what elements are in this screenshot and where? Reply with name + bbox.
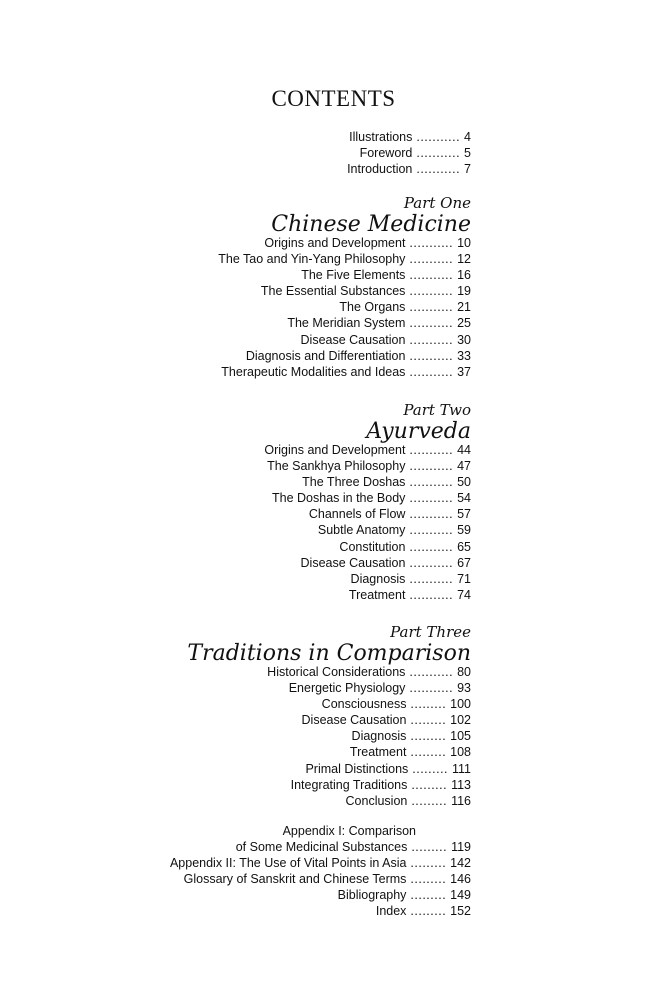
toc-entry [187,728,471,744]
entry-page-number: 57 [457,507,471,522]
entry-page-number: 7 [464,162,471,177]
dot-leader: ......... [406,904,451,919]
entry-page-number: 67 [457,555,471,570]
entry-title: The Sankhya Philosophy [267,459,406,474]
toc-entry [347,145,471,161]
toc-entry [218,315,471,331]
entry-title: Diagnosis [351,729,407,744]
part-title: Traditions in Comparison [187,641,471,666]
dot-leader: ........... [405,364,458,379]
part-title: Chinese Medicine [271,212,471,237]
entry-title: Disease Causation [300,555,406,570]
toc-entry [218,235,471,251]
entry-page-number: 119 [451,840,471,855]
entry-page-number: 102 [450,713,471,728]
entry-title: Diagnosis [350,571,406,586]
dot-leader: ........... [405,507,458,522]
dot-leader: ......... [406,745,451,760]
entry-page-number: 113 [451,777,471,792]
entry-page-number: 4 [464,130,471,144]
part-two-section [264,400,471,603]
entry-page-number: 65 [457,539,471,554]
dot-leader: ........... [405,539,458,554]
entry-page-number: 93 [457,681,471,696]
entry-title: Disease Causation [300,332,406,347]
entry-title: Bibliography [337,888,407,903]
entry-title: Foreword [359,146,413,161]
entry-page-number: 80 [457,665,471,679]
entry-title: Integrating Traditions [290,777,408,792]
entry-page-number: 111 [451,761,471,776]
toc-entry [264,555,471,571]
entry-page-number: 10 [457,236,471,250]
dot-leader: ......... [406,888,451,903]
entry-title: Diagnosis and Differentiation [245,348,406,363]
toc-entry [187,680,471,696]
dot-leader: ........... [405,316,458,331]
entry-page-number: 142 [450,856,471,871]
entry-title: Introduction [347,162,413,177]
toc-entry [264,474,471,490]
entry-title: Treatment [348,587,406,602]
dot-leader: ........... [412,146,465,161]
dot-leader: ........... [405,523,458,538]
dot-leader: ........... [412,162,465,177]
dot-leader: ......... [406,856,451,871]
entry-page-number: 33 [457,348,471,363]
entry-list [187,664,471,809]
toc-entry [347,129,471,145]
toc-entry [170,839,471,855]
entry-title: Conclusion [345,793,408,808]
entry-page-number: 16 [457,268,471,283]
dot-leader: ........... [405,443,458,457]
entry-page-number: 47 [457,459,471,474]
entry-title: Treatment [349,745,407,760]
front-matter-list [347,129,471,177]
entry-list [218,235,471,380]
entry-page-number: 37 [457,364,471,379]
toc-entry [264,571,471,587]
entry-page-number: 59 [457,523,471,538]
dot-leader: ......... [407,793,452,808]
toc-entry [187,761,471,777]
toc-entry [187,777,471,793]
entry-title: The Organs [339,300,406,315]
entry-page-number: 50 [457,475,471,490]
part-label: Part Three [390,623,471,641]
dot-leader: ........... [405,491,458,506]
entry-title: of Some Medicinal Substances [235,840,408,855]
dot-leader: ........... [405,681,458,696]
toc-entry [264,587,471,603]
dot-leader: ......... [406,729,451,744]
toc-entry [264,539,471,555]
toc-entry [170,887,471,903]
entry-page-number: 105 [450,729,471,744]
entry-title: Appendix II: The Use of Vital Points in Asia [169,856,407,871]
entry-page-number: 21 [457,300,471,315]
entry-title: Subtle Anatomy [317,523,406,538]
entry-page-number: 54 [457,491,471,506]
entry-page-number: 108 [450,745,471,760]
dot-leader: ......... [406,713,451,728]
entry-page-number: 100 [450,697,471,712]
entry-page-number: 12 [457,252,471,267]
entry-title: Glossary of Sanskrit and Chinese Terms [183,872,407,887]
toc-entry [218,332,471,348]
dot-leader: ........... [405,252,458,267]
entry-page-number: 74 [457,587,471,602]
entry-list [170,839,471,919]
entry-title: The Doshas in the Body [272,491,406,506]
toc-entry [187,744,471,760]
toc-entry [170,871,471,887]
entry-list [264,442,471,603]
entry-title: Energetic Physiology [288,681,406,696]
dot-leader: ........... [405,348,458,363]
entry-title: Historical Considerations [267,665,406,679]
dot-leader: ......... [408,761,452,776]
dot-leader: ......... [407,840,452,855]
dot-leader: ........... [405,268,458,283]
back-matter-section [170,823,471,920]
part-three-section [187,622,471,809]
entry-page-number: 44 [457,443,471,457]
entry-title: Constitution [339,539,406,554]
toc-entry [264,522,471,538]
dot-leader: ........... [405,300,458,315]
toc-entry [218,299,471,315]
dot-leader: ......... [407,777,452,792]
dot-leader: ........... [405,555,458,570]
toc-entry [218,348,471,364]
dot-leader: ........... [405,459,458,474]
entry-title: The Meridian System [287,316,406,331]
entry-title: Origins and Development [264,443,406,457]
dot-leader: ........... [405,284,458,299]
dot-leader: ........... [412,130,465,144]
dot-leader: ........... [405,475,458,490]
toc-entry [264,490,471,506]
appendix-heading: Appendix I: Comparison [282,824,416,838]
dot-leader: ........... [405,665,458,679]
entry-page-number: 116 [451,793,471,808]
entry-title: Origins and Development [264,236,406,250]
toc-entry [170,903,471,919]
entry-title: Index [375,904,407,919]
toc-entry [264,458,471,474]
entry-title: The Five Elements [301,268,406,283]
toc-entry [187,696,471,712]
entry-title: Channels of Flow [308,507,406,522]
entry-page-number: 30 [457,332,471,347]
part-label: Part Two [403,401,471,419]
dot-leader: ......... [406,872,451,887]
entry-title: Primal Distinctions [305,761,409,776]
toc-entry [187,712,471,728]
entry-title: Illustrations [349,130,413,144]
entry-title: Disease Causation [301,713,407,728]
toc-entry [264,442,471,458]
entry-title: The Tao and Yin-Yang Philosophy [218,252,406,267]
entry-page-number: 146 [450,872,471,887]
entry-page-number: 71 [457,571,471,586]
dot-leader: ........... [405,236,458,250]
entry-title: The Three Doshas [302,475,406,490]
dot-leader: ........... [405,587,458,602]
toc-entry [347,161,471,177]
dot-leader: ........... [405,332,458,347]
toc-entry [218,283,471,299]
part-label: Part One [403,194,471,212]
toc-entry [187,664,471,680]
entry-title: Consciousness [321,697,407,712]
entry-page-number: 5 [464,146,471,161]
toc-entry [170,855,471,871]
dot-leader: ........... [405,571,458,586]
toc-entry [264,506,471,522]
part-title: Ayurveda [366,419,471,444]
toc-entry [218,251,471,267]
dot-leader: ......... [406,697,451,712]
entry-title: Therapeutic Modalities and Ideas [221,364,406,379]
toc-entry [218,364,471,380]
entry-page-number: 19 [457,284,471,299]
entry-page-number: 152 [450,904,471,919]
page-title: CONTENTS [271,86,396,111]
part-one-section [218,193,471,380]
entry-page-number: 149 [450,888,471,903]
toc-entry [218,267,471,283]
entry-title: The Essential Substances [260,284,406,299]
entry-page-number: 25 [457,316,471,331]
toc-entry [187,793,471,809]
